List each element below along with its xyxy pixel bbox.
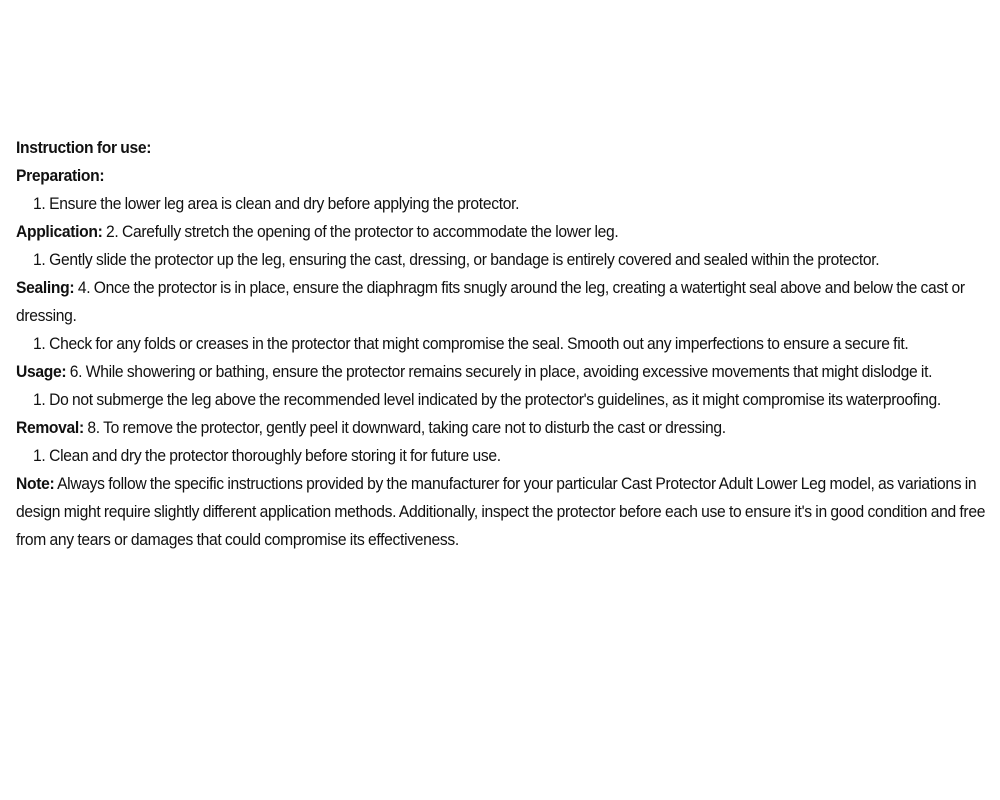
preparation-list-item (16, 190, 999, 218)
note-label: Note: (16, 474, 55, 493)
sealing-text: 4. Once the protector is in place, ensure the diaphragm fits snugly around the leg, creating a watertight seal above and below the cast or dressing. (16, 278, 965, 325)
removal-section (16, 414, 999, 442)
application-list-item (16, 246, 999, 274)
list-item-number: 1. (33, 334, 46, 353)
list-item-number: 1. (33, 194, 46, 213)
instructions-document (16, 134, 999, 554)
note-section (16, 470, 999, 554)
sealing-section (16, 274, 999, 330)
list-item-text: Clean and dry the protector thoroughly before storing it for future use. (49, 446, 501, 465)
list-item-number: 1. (33, 250, 46, 269)
list-item-text: Do not submerge the leg above the recommended level indicated by the protector's guidelines, as it might compromise its waterproofing. (49, 390, 941, 409)
list-item-number: 1. (33, 446, 46, 465)
sealing-list-item (16, 330, 999, 358)
sealing-label: Sealing: (16, 278, 75, 297)
application-label: Application: (16, 222, 103, 241)
preparation-section (16, 162, 999, 190)
usage-label: Usage: (16, 362, 67, 381)
document-heading: Instruction for use: (16, 138, 152, 157)
note-text: Always follow the specific instructions provided by the manufacturer for your particular Cast Protector Adult Lower Leg model, as variations in design might require slightly different application methods. Additionally, inspect the protector before each use to ensure it's in good condition and free from any tears or damages that could compromise its effectiveness. (16, 474, 986, 549)
application-section (16, 218, 999, 246)
list-item-text: Gently slide the protector up the leg, ensuring the cast, dressing, or bandage is entirely covered and sealed within the protector. (49, 250, 880, 269)
list-item-text: Ensure the lower leg area is clean and dry before applying the protector. (49, 194, 520, 213)
preparation-label: Preparation: (16, 166, 105, 185)
removal-list-item (16, 442, 999, 470)
list-item-number: 1. (33, 390, 46, 409)
usage-section (16, 358, 999, 386)
list-item-text: Check for any folds or creases in the protector that might compromise the seal. Smooth out any imperfections to ensure a secure fit. (49, 334, 909, 353)
usage-text: 6. While showering or bathing, ensure the protector remains securely in place, avoiding excessive movements that might dislodge it. (66, 362, 933, 381)
removal-text: 8. To remove the protector, gently peel it downward, taking care not to disturb the cast or dressing. (83, 418, 726, 437)
usage-list-item (16, 386, 999, 414)
removal-label: Removal: (16, 418, 84, 437)
application-text: 2. Carefully stretch the opening of the protector to accommodate the lower leg. (102, 222, 619, 241)
